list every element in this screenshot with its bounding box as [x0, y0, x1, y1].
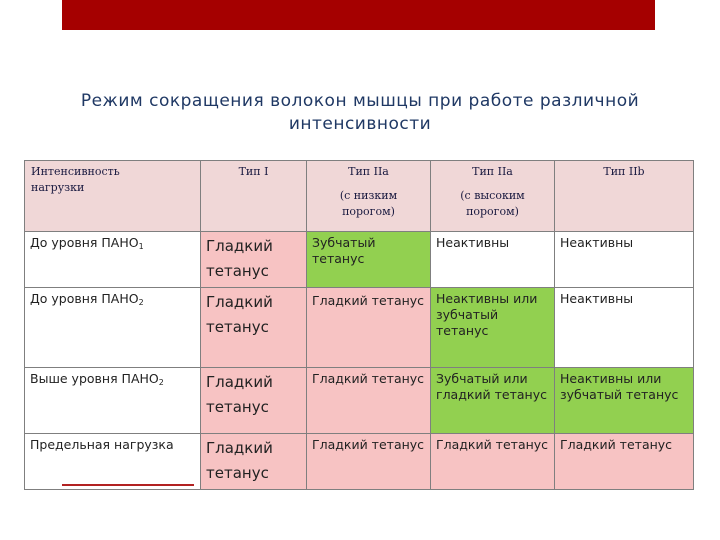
- header-text: (с низким: [339, 189, 398, 202]
- cell-type2a-low: Гладкий тетанус: [307, 434, 431, 490]
- row-label-subscript: 2: [158, 378, 164, 387]
- table-row: [25, 232, 694, 288]
- table-header-row: [25, 161, 694, 232]
- row-label: [25, 288, 201, 368]
- header-type2b: [555, 161, 694, 232]
- table-row: [25, 288, 694, 368]
- row-label-text: Выше уровня ПАНО: [30, 371, 159, 386]
- top-accent-bar: [62, 0, 655, 30]
- slide-title: Режим сокращения волокон мышцы при работе различной интенсивности: [80, 91, 640, 134]
- row-label-text: До уровня ПАНО: [30, 235, 139, 250]
- cell-type2a-low: Зубчатый тетанус: [307, 232, 431, 288]
- header-text: нагрузки: [31, 181, 85, 194]
- row-label: [25, 434, 201, 490]
- cell-type1: Гладкий тетанус: [201, 434, 307, 490]
- row-label: [25, 232, 201, 288]
- header-type1: [201, 161, 307, 232]
- header-text: Тип IIa: [348, 165, 389, 178]
- row-label-text: Предельная нагрузка: [30, 437, 174, 452]
- cell-type2a-high: Неактивны или зубчатый тетанус: [431, 288, 555, 368]
- row-label-text: До уровня ПАНО: [30, 291, 139, 306]
- header-text: Тип I: [238, 165, 269, 178]
- header-text: (с высоким: [460, 189, 525, 202]
- cell-type2a-high: Зубчатый или гладкий тетанус: [431, 368, 555, 434]
- bottom-accent-line: [62, 484, 194, 486]
- header-text: Интенсивность: [31, 165, 120, 178]
- cell-type2b: Гладкий тетанус: [555, 434, 694, 490]
- cell-type1: Гладкий тетанус: [201, 368, 307, 434]
- header-type2a-high: [431, 161, 555, 232]
- row-label-subscript: 2: [138, 298, 144, 307]
- row-label: [25, 368, 201, 434]
- cell-type2b: Неактивны: [555, 232, 694, 288]
- header-text: Тип IIb: [603, 165, 645, 178]
- fiber-mode-table: [24, 160, 694, 490]
- table-row: [25, 434, 694, 490]
- header-text: порогом): [342, 205, 395, 218]
- header-text: Тип IIa: [472, 165, 513, 178]
- header-text: порогом): [466, 205, 519, 218]
- cell-type2a-low: Гладкий тетанус: [307, 368, 431, 434]
- row-label-subscript: 1: [138, 242, 144, 251]
- header-intensity: [25, 161, 201, 232]
- cell-type1: Гладкий тетанус: [201, 232, 307, 288]
- cell-type2a-high: Гладкий тетанус: [431, 434, 555, 490]
- cell-type2a-low: Гладкий тетанус: [307, 288, 431, 368]
- cell-type2a-high: Неактивны: [431, 232, 555, 288]
- header-type2a-low: [307, 161, 431, 232]
- cell-type1: Гладкий тетанус: [201, 288, 307, 368]
- cell-type2b: Неактивны или зубчатый тетанус: [555, 368, 694, 434]
- cell-type2b: Неактивны: [555, 288, 694, 368]
- table-row: [25, 368, 694, 434]
